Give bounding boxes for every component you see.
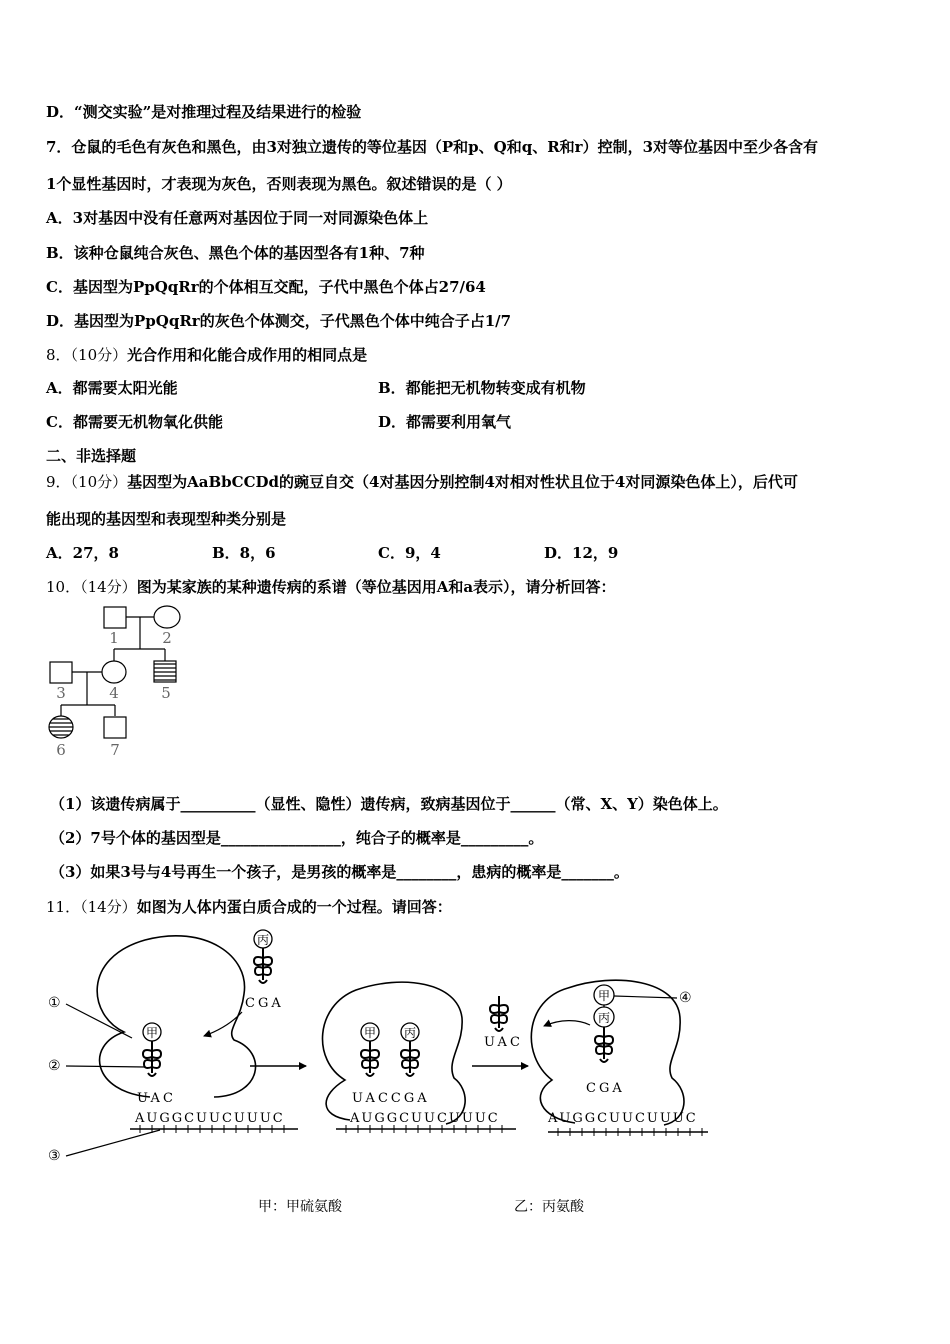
trna-icon-2b bbox=[401, 1041, 419, 1076]
marker-4: ④ bbox=[679, 990, 692, 1006]
pointer-marker-2 bbox=[66, 1066, 145, 1067]
legend-yi: 乙：丙氨酸 bbox=[514, 1199, 584, 1215]
q7-stem-line1: 7．仓鼠的毛色有灰色和黑色，由3对独立遗传的等位基因（P和p、Q和q、R和r）控制，3对等位基因中至少各含有 bbox=[46, 138, 819, 156]
translation-diagram bbox=[0, 920, 950, 1240]
pointer-marker-3 bbox=[66, 1130, 160, 1156]
anticodon-1: UAC bbox=[137, 1091, 176, 1106]
marker-3: ③ bbox=[48, 1148, 61, 1164]
q10-stem-text: 图为某家族的某种遗传病的系谱（等位基因用A和a表示），请分析回答： bbox=[136, 578, 616, 596]
q10-subquestion-1: （1）该遗传病属于__________（显性、隐性）遗传病，致病基因位于______（常、X、Y）染色体上。 bbox=[50, 795, 728, 813]
trna-icon-incoming bbox=[254, 948, 272, 983]
q10-subquestion-2: （2）7号个体的基因型是________________，纯合子的概率是_________。 bbox=[50, 829, 544, 847]
ribosome-panel-1 bbox=[48, 930, 298, 1164]
label-3: 3 bbox=[56, 684, 66, 702]
mrna-sequence-2: AUGGCUUCUUUC bbox=[350, 1111, 500, 1126]
label-1: 1 bbox=[109, 629, 119, 647]
marker-2: ② bbox=[48, 1058, 61, 1074]
anticodon-released: UAC bbox=[484, 1035, 523, 1050]
q10-stem bbox=[46, 577, 616, 597]
label-2: 2 bbox=[162, 629, 172, 647]
q7-option-c: C．基因型为PpQqRr的个体相互交配，子代中黑色个体占27/64 bbox=[46, 278, 486, 296]
ribosome-panel-2 bbox=[323, 982, 516, 1133]
amino-acid-jia-label-1: 甲 bbox=[145, 1026, 159, 1040]
individual-4-female bbox=[102, 661, 126, 683]
pedigree-diagram bbox=[40, 600, 200, 762]
individual-2-female bbox=[154, 606, 180, 628]
mrna-sequence-1: AUGGCUUCUUUC bbox=[135, 1111, 285, 1126]
amino-acid-jia-label-3: 甲 bbox=[597, 989, 611, 1003]
q7-option-a: A．3对基因中没有任意两对基因位于同一对同源染色体上 bbox=[46, 209, 429, 227]
anticodon-3: CGA bbox=[586, 1081, 625, 1096]
q8-option-b: B．都能把无机物转变成有机物 bbox=[378, 379, 586, 397]
amino-acid-jia-label-2: 甲 bbox=[363, 1026, 377, 1040]
ribosome-panel-3 bbox=[484, 980, 708, 1136]
individual-1-male bbox=[104, 607, 126, 628]
q8-option-c: C．都需要无机物氧化供能 bbox=[46, 413, 223, 431]
trna-icon-3 bbox=[595, 1027, 613, 1062]
legend-jia: 甲：甲硫氨酸 bbox=[258, 1199, 342, 1215]
section-heading: 二、非选择题 bbox=[46, 447, 137, 465]
q9-option-a: A．27，8 bbox=[46, 544, 119, 562]
q11-stem-text: 如图为人体内蛋白质合成的一个过程。请回答： bbox=[136, 898, 452, 916]
arrow-trna-entry-1 bbox=[204, 1012, 242, 1036]
q9-option-c: C．9，4 bbox=[378, 544, 441, 562]
trna-icon-2a bbox=[361, 1041, 379, 1076]
amino-acid-bing-label-3: 丙 bbox=[597, 1011, 611, 1025]
anticodon-incoming: CGA bbox=[245, 996, 284, 1011]
q8-option-a: A．都需要太阳光能 bbox=[46, 379, 178, 397]
q8-stem-text: 光合作用和化能合成作用的相同点是 bbox=[127, 346, 368, 364]
label-7: 7 bbox=[110, 741, 120, 759]
label-6: 6 bbox=[56, 741, 66, 759]
q7-stem-line2: 1个显性基因时，才表现为灰色，否则表现为黑色。叙述错误的是（ ） bbox=[46, 175, 512, 193]
q9-stem-text: 基因型为AaBbCCDd的豌豆自交（4对基因分别控制4对相对性状且位于4对同源染色体上），后代可 bbox=[127, 473, 798, 491]
pointer-marker-1 bbox=[66, 1004, 132, 1038]
trna-icon-1 bbox=[143, 1041, 161, 1076]
amino-acid-bing-label-incoming: 丙 bbox=[256, 933, 270, 947]
q11-number: 11．（14分） bbox=[46, 898, 137, 916]
q8-stem bbox=[46, 345, 367, 365]
q9-stem-line1 bbox=[46, 472, 798, 492]
anticodon-pair-2: UACCGA bbox=[352, 1091, 430, 1106]
q9-number: 9．（10分） bbox=[46, 473, 128, 491]
pointer-marker-4 bbox=[614, 996, 677, 998]
q7-option-d: D．基因型为PpQqRr的灰色个体测交，子代黑色个体中纯合子占1/7 bbox=[46, 312, 512, 330]
individual-7-male bbox=[104, 717, 126, 738]
q10-subquestion-3: （3）如果3号与4号再生一个孩子，是男孩的概率是________，患病的概率是_______。 bbox=[50, 863, 629, 881]
q9-option-d: D．12，9 bbox=[544, 544, 619, 562]
arrow-trna-exit-3 bbox=[544, 1021, 590, 1026]
individual-3-male bbox=[50, 662, 72, 683]
q7-option-b: B．该种仓鼠纯合灰色、黑色个体的基因型各有1种、7种 bbox=[46, 244, 425, 262]
q6-option-d: D．“测交实验”是对推理过程及结果进行的检验 bbox=[46, 103, 362, 121]
label-4: 4 bbox=[109, 684, 119, 702]
trna-icon-released bbox=[490, 996, 508, 1031]
q11-stem bbox=[46, 897, 452, 917]
marker-1: ① bbox=[48, 995, 61, 1011]
q8-number: 8．（10分） bbox=[46, 346, 128, 364]
label-5: 5 bbox=[161, 684, 171, 702]
q9-stem-line2: 能出现的基因型和表现型种类分别是 bbox=[46, 510, 287, 528]
q8-option-d: D．都需要利用氧气 bbox=[378, 413, 512, 431]
amino-acid-bing-label-2: 丙 bbox=[403, 1026, 417, 1040]
q9-option-b: B．8，6 bbox=[212, 544, 276, 562]
mrna-sequence-3: AUGGCUUCUUUC bbox=[548, 1111, 698, 1126]
q10-number: 10．（14分） bbox=[46, 578, 137, 596]
